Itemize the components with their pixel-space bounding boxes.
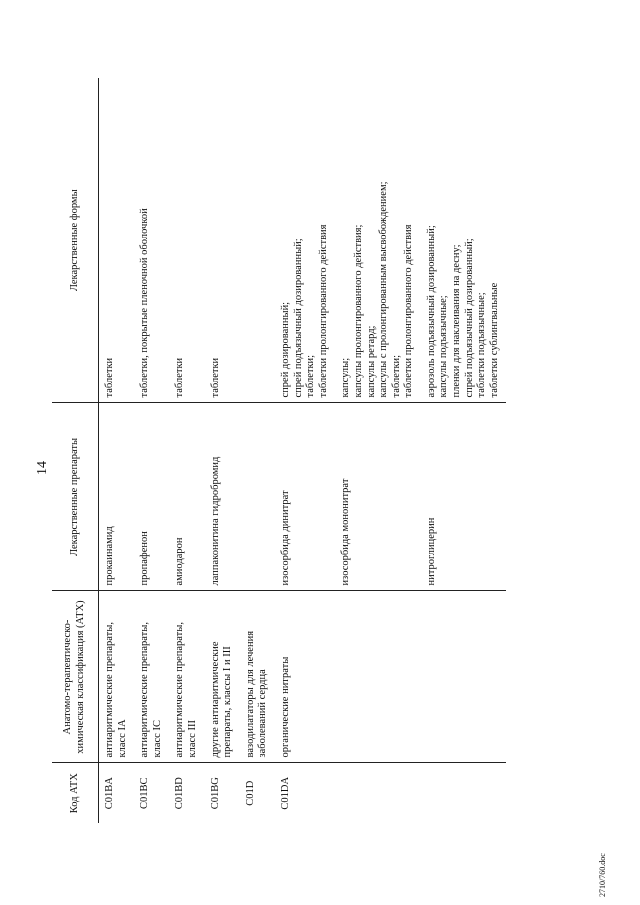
drug-name-cell: лаппаконитина гидробромид: [205, 403, 240, 591]
atc-code-cell: C01BG: [209, 777, 221, 810]
atc-classification-cell: органические нитраты: [275, 591, 335, 763]
atc-code-cell: [335, 763, 421, 823]
dosage-form-item: таблетки: [104, 357, 115, 398]
drug-name-cell: нитроглицерин: [421, 403, 507, 591]
dosage-forms-cell: [421, 78, 507, 403]
atc-classification-cell: [335, 591, 421, 763]
dosage-forms-cell: [99, 78, 135, 403]
dosage-forms-cell: [240, 78, 275, 403]
header-drugs: Лекарственные препараты: [52, 403, 99, 591]
dosage-form-item: пленки для наклеивания на десну;: [451, 244, 463, 398]
atc-classification-cell: антиаритмические препараты, класс IC: [134, 591, 169, 763]
dosage-form-item: аэрозоль подъязычный дозированный;: [425, 225, 437, 398]
table-row: [169, 78, 204, 823]
dosage-form-item: капсулы пролонгированного действия;: [352, 224, 364, 398]
atc-code-cell: C01BD: [174, 777, 186, 810]
dosage-form-item: капсулы;: [340, 357, 352, 398]
header-atc-code: Код АТХ: [52, 763, 99, 823]
atc-code-cell: C01D: [244, 780, 256, 806]
dosage-form-item: спрей дозированный;: [279, 301, 291, 398]
dosage-form-item: таблетки;: [305, 354, 317, 398]
dosage-form-item: спрей подъязычный дозированный;: [463, 238, 475, 398]
table-row: [99, 78, 135, 823]
table-row: [134, 78, 169, 823]
drug-table: [52, 78, 506, 823]
table-row: [275, 78, 335, 823]
header-atc-classification: Анатомо-терапевтическо-химическая классификация (АТХ): [52, 591, 99, 763]
atc-classification-cell: [421, 591, 507, 763]
atc-code-cell: [421, 763, 507, 823]
drug-name-cell: изосорбида мононитрат: [335, 403, 421, 591]
header-dosage-forms: Лекарственные формы: [52, 78, 99, 403]
dosage-form-item: капсулы ретард;: [365, 325, 377, 398]
atc-classification-cell: антиаритмические препараты, класс III: [169, 591, 204, 763]
dosage-form-item: таблетки пролонгированного действия: [403, 224, 415, 398]
dosage-form-item: таблетки;: [390, 354, 402, 398]
drug-name-cell: [240, 403, 275, 591]
atc-classification-cell: другие антиаритмические препараты, классы I и III: [205, 591, 240, 763]
dosage-form-item: таблетки пролонгированного действия: [317, 224, 329, 398]
dosage-form-item: капсулы с пролонгированным высвобождением;: [378, 181, 390, 398]
dosage-form-item: спрей подъязычный дозированный;: [292, 238, 304, 398]
drug-name-cell: прокаинамид: [99, 403, 135, 591]
dosage-forms-cell: [335, 78, 421, 403]
dosage-form-item: таблетки, покрытые пленочной оболочкой: [139, 208, 151, 398]
page-number: 14: [35, 461, 50, 475]
footer-file-code: 2710/760.doc: [598, 853, 607, 897]
table-row: [205, 78, 240, 823]
dosage-form-item: таблетки подъязычные;: [476, 292, 488, 398]
table-row: [421, 78, 507, 823]
table-row: [335, 78, 421, 823]
table-row: [240, 78, 275, 823]
drug-name-cell: пропафенон: [134, 403, 169, 591]
dosage-forms-cell: [169, 78, 204, 403]
dosage-form-item: капсулы подъязычные;: [438, 295, 450, 398]
dosage-forms-cell: [205, 78, 240, 403]
dosage-form-item: таблетки: [174, 357, 186, 398]
dosage-forms-cell: [134, 78, 169, 403]
drug-name-cell: изосорбида динитрат: [275, 403, 335, 591]
atc-code-cell: C01BC: [139, 777, 151, 810]
dosage-form-item: таблетки сублингвальные: [488, 282, 500, 398]
drug-name-cell: амиодарон: [169, 403, 204, 591]
atc-classification-cell: антиаритмические препараты, класс IA: [99, 591, 135, 763]
atc-code-cell: C01DA: [279, 776, 291, 810]
atc-classification-cell: вазодилататоры для лечения заболеваний сердца: [240, 591, 275, 763]
table-header-row: [52, 78, 99, 823]
dosage-forms-cell: [275, 78, 335, 403]
dosage-form-item: таблетки: [209, 357, 221, 398]
atc-code-cell: C01BA: [104, 777, 115, 810]
table-body: [99, 78, 507, 823]
